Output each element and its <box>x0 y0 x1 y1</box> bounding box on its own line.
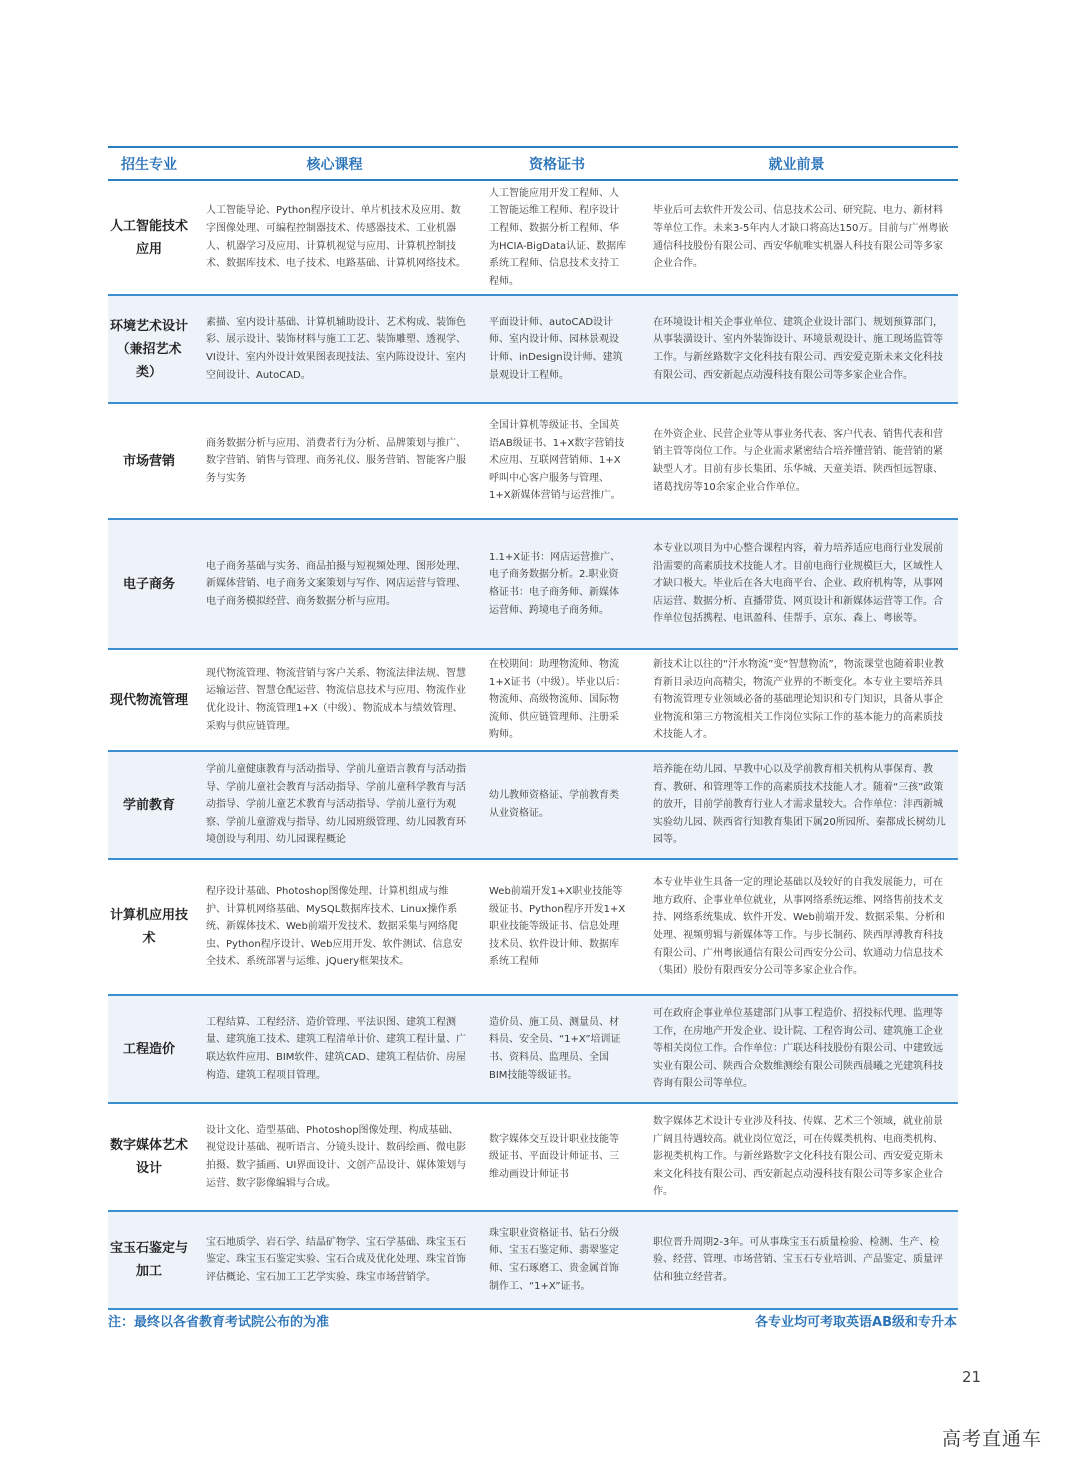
certificates: 幼儿教师资格证、学前教育类从业资格证。 <box>489 790 619 819</box>
core-courses: 素描、室内设计基础、计算机辅助设计、艺术构成、装饰色彩、展示设计、装饰材料与施工工艺、装饰雕塑、透视学、VI设计、室内外设计效果图表现技法、室内陈设设计、室内空间设计、AutoCAD。 <box>206 316 466 381</box>
core-courses: 人工智能导论、Python程序设计、单片机技术及应用、数字图像处理、可编程控制器技术、传感器技术、工业机器人、机器学习及应用、计算机视觉与应用、计算机控制技术、数据库技术、电子技术、电路基础、计算机网络技术。 <box>206 205 466 270</box>
table-row <box>108 996 958 1104</box>
table-header <box>108 148 958 181</box>
table-row <box>108 296 958 404</box>
header-jobs: 就业前景 <box>768 156 825 173</box>
table-row <box>108 520 958 650</box>
career-prospects: 在环境设计相关企事业单位、建筑企业设计部门、规划预算部门，从事装潢设计、室内外装饰设计、环境景观设计、施工现场监管等工作。与新丝路数字文化科技有限公司、西安爱克斯未来文化科技有限公司、西安新起点动漫科技有限公司等多家企业合作。 <box>653 316 943 381</box>
major-name: 人工智能技术应用 <box>110 218 189 257</box>
core-courses: 电子商务基础与实务、商品拍摄与短视频处理、图形处理、新媒体营销、电子商务文案策划与写作、网店运营与管理、电子商务模拟经营、商务数据分析与应用。 <box>206 560 466 607</box>
certificates: 1.1+X证书：网店运营推广、电子商务数据分析。2.职业资格证书：电子商务师、新媒体运营师、跨境电子商务师。 <box>489 551 621 616</box>
major-name: 市场营销 <box>122 453 175 469</box>
major-name: 工程造价 <box>122 1041 175 1057</box>
major-name: 数字媒体艺术设计 <box>110 1138 189 1176</box>
major-name: 计算机应用技术 <box>110 908 189 946</box>
header-major: 招生专业 <box>121 156 177 173</box>
certificates: Web前端开发1+X职业技能等级证书、Python程序开发1+X职业技能等级证书、信息处理技术员、软件设计师、数据库系统工程师 <box>489 886 626 968</box>
certificates: 数字媒体交互设计职业技能等级证书、平面设计师证书、三维动画设计师证书 <box>489 1133 619 1180</box>
certificates: 造价员、施工员、测量员、材料员、安全员、“1+X”培训证书、资料员、监理员、全国BIM技能等级证书。 <box>489 1016 621 1081</box>
certificates: 全国计算机等级证书、全国英语AB级证书、1+X数字营销技术应用、互联网营销师、1+X呼叫中心客户服务与管理、1+X新媒体营销与运营推广。 <box>489 420 625 502</box>
certificates: 平面设计师、autoCAD设计师、室内设计师、园林景观设计师、inDesign设计师、建筑景观设计工程师。 <box>489 316 623 381</box>
core-courses: 程序设计基础、Photoshop图像处理、计算机组成与维护、计算机网络基础、MySQL数据库技术、Linux操作系统、新媒体技术、Web前端开发技术、数据采集与网络爬虫、Python程序设计、Web应用开发、软件测试、信息安全技术、系统部署与运维、jQuery框架技术。 <box>206 886 463 968</box>
certificates: 人工智能应用开发工程师、人工智能运维工程师、程序设计工程师、数据分析工程师、华为HCIA-BigData认证、数据库系统工程师、信息技术支持工程师。 <box>489 187 627 287</box>
core-courses: 学前儿童健康教育与活动指导、学前儿童语言教育与活动指导、学前儿童社会教育与活动指导、学前儿童科学教育与活动指导、学前儿童艺术教育与活动指导、学前儿童行为观察、学前儿童游戏与指导、幼儿园班级管理、幼儿园教育环境创设与利用、幼儿园课程概论 <box>206 764 466 846</box>
table-row <box>108 752 958 860</box>
table-row <box>108 1104 958 1212</box>
career-prospects: 在外资企业、民营企业等从事业务代表、客户代表、销售代表和营销主管等岗位工作。与企业需求紧密结合培养懂营销、能营销的紧缺型人才。目前有步长集团、乐华城、天童美语、陕西恒远智康、诸葛找房等10余家企业合作单位。 <box>653 428 943 493</box>
core-courses: 商务数据分析与应用、消费者行为分析、品牌策划与推广、数字营销、销售与管理、商务礼仪、服务营销、智能客户服务与实务 <box>206 437 466 484</box>
footnote-english-ab: 各专业均可考取英语AB级和专升本 <box>755 1315 957 1330</box>
career-prospects: 培养能在幼儿园、早教中心以及学前教育相关机构从事保育、教育、教研、和管理等工作的高素质技术技能人才。随着“三孩”政策的放开，目前学前教育行业人才需求量较大。合作单位：沣西新城实验幼儿园、陕西省行知教育集团下属20所园所、秦都成长树幼儿园等。 <box>653 764 946 846</box>
major-name: 环境艺术设计（兼招艺术类） <box>110 318 189 380</box>
table-row <box>108 1212 958 1310</box>
major-name: 电子商务 <box>122 576 175 592</box>
career-prospects: 职位晋升周期2-3年。可从事珠宝玉石质量检验、检测、生产、检验、经营、管理、市场营销、宝玉石专业培训、产品鉴定、质量评估和独立经营者。 <box>653 1236 943 1283</box>
career-prospects: 新技术让以往的“汗水物流”变“智慧物流”，物流课堂也随着职业教育新目录迈向高精尖，物流产业界的不断变化。本专业主要培养具有物流管理专业领域必备的基础理论知识和专门知识，具备从事企业物流和第三方物流相关工作岗位实际工作的基本能力的高素质技术技能人才。 <box>653 659 944 741</box>
career-prospects: 毕业后可去软件开发公司、信息技术公司、研究院、电力、新材料等单位工作。未来3-5年内人才缺口将高达150万。目前与广州粤嵌通信科技股份有限公司、西安华航唯实机器人科技有限公司等多家企业合作。 <box>653 205 949 270</box>
career-prospects: 可在政府企事业单位基建部门从事工程造价、招投标代理、监理等工作，在房地产开发企业、设计院、工程咨询公司、建筑施工企业等相关岗位工作。合作单位：广联达科技股份有限公司、中建致远实业有限公司、陕西合众数维测绘有限公司陕西晨曦之光建筑科技咨询有限公司等单位。 <box>653 1008 943 1090</box>
career-prospects: 本专业以项目为中心整合课程内容，着力培养适应电商行业发展前沿需要的高素质技术技能人才。目前电商行业规模巨大，区域性人才缺口极大。毕业后在各大电商平台、企业、政府机构等，从事网店运营、数据分析、直播带货、网页设计和新媒体运营等工作。合作单位包括携程、电讯盈科、佳帮手、京东、森上、粤嵌等。 <box>653 543 943 625</box>
major-name: 学前教育 <box>122 797 175 813</box>
table-row <box>108 404 958 520</box>
header-certs: 资格证书 <box>529 156 585 173</box>
watermark: 高考直通车 <box>942 1428 1043 1450</box>
page-number: 21 <box>962 1368 982 1386</box>
core-courses: 宝石地质学、岩石学、结晶矿物学、宝石学基础、珠宝玉石鉴定、珠宝玉石鉴定实验、宝石合成及优化处理、珠宝首饰评估概论、宝石加工工艺学实验、珠宝市场营销学。 <box>206 1236 466 1283</box>
header-courses: 核心课程 <box>306 156 363 173</box>
major-name: 宝玉石鉴定与加工 <box>110 1241 189 1279</box>
majors-table <box>108 146 958 1310</box>
core-courses: 现代物流管理、物流营销与客户关系、物流法律法规、智慧运输运营、智慧仓配运营、物流信息技术与应用、物流作业优化设计、物流管理1+X（中级）、物流成本与绩效管理、采购与供应链管理。 <box>206 667 466 732</box>
table-row <box>108 650 958 752</box>
certificates: 珠宝职业资格证书、钻石分级师、宝玉石鉴定师、翡翠鉴定师、宝石琢磨工、贵金属首饰制作工、“1+X”证书。 <box>489 1227 619 1292</box>
table-row <box>108 181 958 296</box>
core-courses: 设计文化、造型基础、Photoshop图像处理、构成基础、视觉设计基础、视听语言、分镜头设计、数码绘画、微电影拍摄、数字插画、UI界面设计、文创产品设计、媒体策划与运营、数字影像编辑与合成。 <box>206 1124 467 1189</box>
core-courses: 工程结算、工程经济、造价管理、平法识图、建筑工程测量、建筑施工技术、建筑工程清单计价、建筑工程计量、广联达软件应用、BIM软件、建筑CAD、建筑工程估价、房屋构造、建筑工程项目管理。 <box>206 1016 466 1081</box>
certificates: 在校期间：助理物流师、物流1+X证书（中级）。毕业以后：物流师、高级物流师、国际物流师、供应链管理师、注册采购师。 <box>489 659 626 741</box>
major-name: 现代物流管理 <box>110 692 189 708</box>
footnote-note: 注：最终以各省教育考试院公布的为准 <box>108 1315 330 1330</box>
career-prospects: 数字媒体艺术设计专业涉及科技、传媒、艺术三个领域，就业前景广阔且待遇较高。就业岗位宽泛，可在传媒类机构、电商类机构、影视类机构工作。与新丝路数字文化科技有限公司、西安爱克斯未来文化科技有限公司、西安新起点动漫科技有限公司等多家企业合作。 <box>653 1116 943 1198</box>
table-row <box>108 860 958 996</box>
career-prospects: 本专业毕业生具备一定的理论基础以及较好的自我发展能力，可在地方政府、企事业单位就业，从事网络系统运维、网络售前技术支持、网络系统集成、软件开发、Web前端开发、数据采集、分析和处理、视频剪辑与新媒体等工作。与步长制药、陕西厚溥教育科技有限公司、广州粤嵌通信有限公司西安分公司、软通动力信息技术（集团）股份有限西安分公司等多家企业合作。 <box>653 877 945 977</box>
